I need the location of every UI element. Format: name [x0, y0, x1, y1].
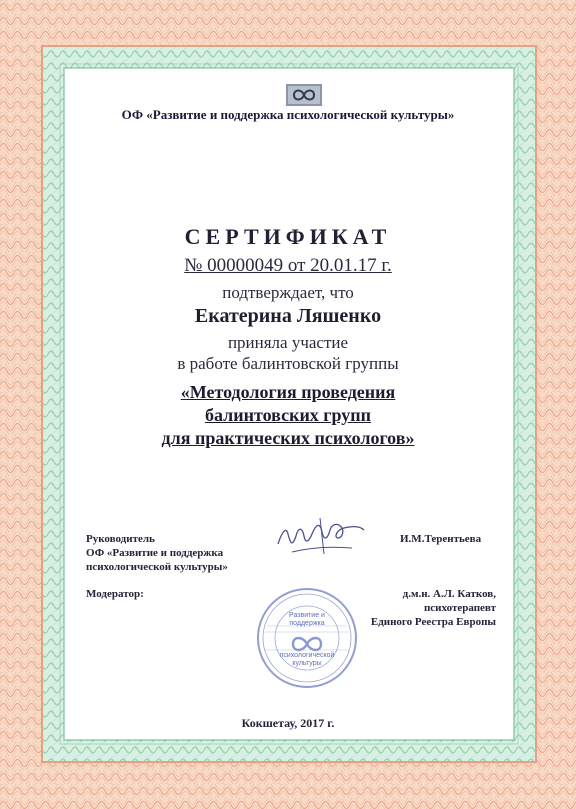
recipient-name: Екатерина Ляшенко: [194, 305, 382, 327]
stamp-text-1: Развитие и: [289, 612, 325, 619]
place-date: Кокшетау, 2017 г.: [241, 716, 335, 730]
certificate-title: СЕРТИФИКАТ: [184, 224, 392, 249]
program-title-line-3: для практических психологов»: [161, 428, 415, 448]
moderator-registry: Единого Реестра Европы: [370, 616, 496, 628]
moderator-credentials: д.м.н. А.Л. Катков,: [402, 588, 496, 600]
handwritten-signature-icon: [272, 514, 368, 560]
stamp-text-4: культуры: [292, 660, 322, 667]
infinity-logo-icon: [286, 84, 322, 106]
organization-name: ОФ «Развитие и поддержка психологической культуры»: [121, 107, 455, 122]
program-title-line-1: «Методология проведения: [180, 382, 396, 402]
moderator-role: психотерапевт: [423, 602, 496, 614]
stamp-text-3: психологической: [279, 652, 335, 659]
leader-name: И.М.Терентьева: [400, 533, 482, 545]
leader-label-line-2: ОФ «Развитие и поддержка: [86, 547, 224, 559]
leader-label: [86, 532, 228, 574]
participated-text: приняла участие: [227, 333, 349, 352]
stamp-text-2: поддержка: [289, 620, 325, 627]
certificate-number: № 00000049 от 20.01.17 г.: [184, 255, 392, 276]
program-title-line-2: балинтовских групп: [204, 405, 372, 425]
leader-label-line-1: Руководитель: [86, 533, 155, 545]
moderator-label: Модератор:: [86, 588, 144, 600]
confirms-text: подтверждает, что: [222, 283, 354, 302]
group-work-text: в работе балинтовской группы: [177, 354, 399, 373]
round-stamp-icon: [255, 586, 359, 690]
leader-label-line-3: психологической культуры»: [86, 561, 228, 573]
